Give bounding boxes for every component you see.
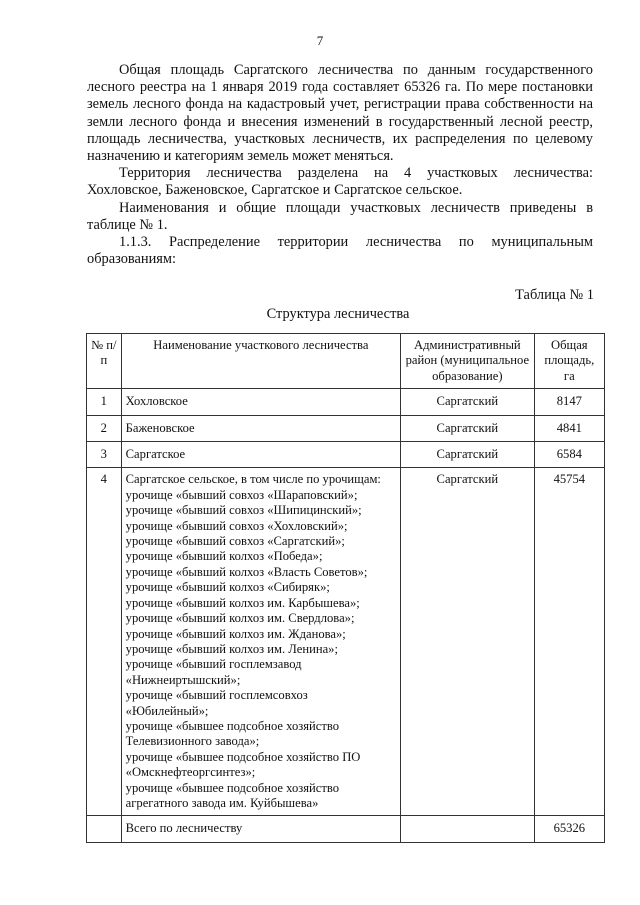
name-line: Саргатское сельское, в том числе по урочищам:	[125, 472, 381, 487]
paragraph-names: Наименования и общие площади участковых лесничеств приведены в таблице № 1.	[87, 199, 593, 233]
table-row	[87, 389, 605, 415]
cell-district-empty	[401, 816, 535, 842]
forestry-structure-table	[86, 333, 605, 843]
name-line: «Нижнеиртышский»;	[125, 672, 241, 687]
cell-num: 3	[87, 442, 122, 468]
cell-name: Саргатское	[121, 442, 400, 468]
name-line: Телевизионного завода»;	[125, 734, 260, 749]
cell-district: Саргатский	[401, 389, 535, 415]
name-line: урочище «бывший колхоз им. Ленина»;	[125, 641, 338, 656]
name-line: урочище «бывшее подсобное хозяйство	[125, 780, 340, 795]
paragraph-territory: Территория лесничества разделена на 4 участковых лесничества: Хохловское, Баженовское, Саргатское и Саргатское сельское.	[87, 165, 593, 199]
total-area: 65326	[534, 816, 604, 842]
name-line: урочище «бывший совхоз «Хохловский»;	[125, 518, 348, 533]
table-row	[87, 468, 605, 816]
header-district: Административный район (муниципальное образование)	[401, 334, 535, 389]
table-title: Структура лесничества	[266, 306, 410, 322]
name-line: агрегатного завода им. Куйбышева»	[125, 795, 319, 810]
name-line: урочище «бывший колхоз «Победа»;	[125, 549, 323, 564]
name-line: «Юбилейный»;	[125, 703, 209, 718]
cell-num: 4	[87, 468, 122, 816]
name-line: урочище «бывший колхоз им. Свердлова»;	[125, 611, 355, 626]
table-row	[87, 415, 605, 441]
cell-district: Саргатский	[401, 442, 535, 468]
cell-num: 2	[87, 415, 122, 441]
header-num: № п/п	[87, 334, 122, 389]
name-line: урочище «бывшее подсобное хозяйство ПО	[125, 749, 361, 764]
total-label: Всего по лесничеству	[121, 816, 400, 842]
cell-num-empty	[87, 816, 122, 842]
name-line: «Омскнефтеоргсинтез»;	[125, 765, 256, 780]
paragraph-distribution: 1.1.3. Распределение территории лесничества по муниципальным образованиям:	[87, 234, 593, 268]
name-line: урочище «бывший колхоз «Сибиряк»;	[125, 580, 330, 595]
cell-district: Саргатский	[401, 468, 535, 816]
cell-name: Баженовское	[121, 415, 400, 441]
cell-num: 1	[87, 389, 122, 415]
cell-area: 45754	[534, 468, 604, 816]
name-line: урочище «бывший госплемзавод	[125, 657, 302, 672]
name-line: урочище «бывший госплемсовхоз	[125, 688, 308, 703]
name-line: урочище «бывший колхоз им. Карбышева»;	[125, 595, 360, 610]
cell-area: 8147	[534, 389, 604, 415]
cell-name-list	[121, 468, 400, 816]
cell-area: 6584	[534, 442, 604, 468]
name-line: урочище «бывший совхоз «Шипицинский»;	[125, 503, 362, 518]
body-text	[87, 62, 593, 268]
header-area: Общая площадь, га	[534, 334, 604, 389]
name-line: урочище «бывший колхоз «Власть Советов»;	[125, 564, 368, 579]
page-number: 7	[316, 33, 324, 48]
header-name: Наименование участкового лесничества	[121, 334, 400, 389]
table-row	[87, 442, 605, 468]
cell-area: 4841	[534, 415, 604, 441]
name-line: урочище «бывшее подсобное хозяйство	[125, 718, 340, 733]
table-header-row	[87, 334, 605, 389]
table-total-row	[87, 816, 605, 842]
name-line: урочище «бывший колхоз им. Жданова»;	[125, 626, 346, 641]
paragraph-total-area: Общая площадь Саргатского лесничества по данным государственного лесного реестра на 1 января 2019 года составляет 65326 га. По мере постановки земель лесного фонда на кадастровый учет, регистрации права собственности на земли лесного фонда и внесения изменений в государственный лесной реестр, площадь лесничества, участковых лесничеств, их распределения по целевому назначению и категориям земель может меняться.	[87, 62, 593, 165]
cell-district: Саргатский	[401, 415, 535, 441]
name-line: урочище «бывший совхоз «Шараповский»;	[125, 487, 358, 502]
table-label: Таблица № 1	[515, 287, 594, 303]
name-line: урочище «бывший совхоз «Саргатский»;	[125, 534, 345, 549]
cell-name: Хохловское	[121, 389, 400, 415]
